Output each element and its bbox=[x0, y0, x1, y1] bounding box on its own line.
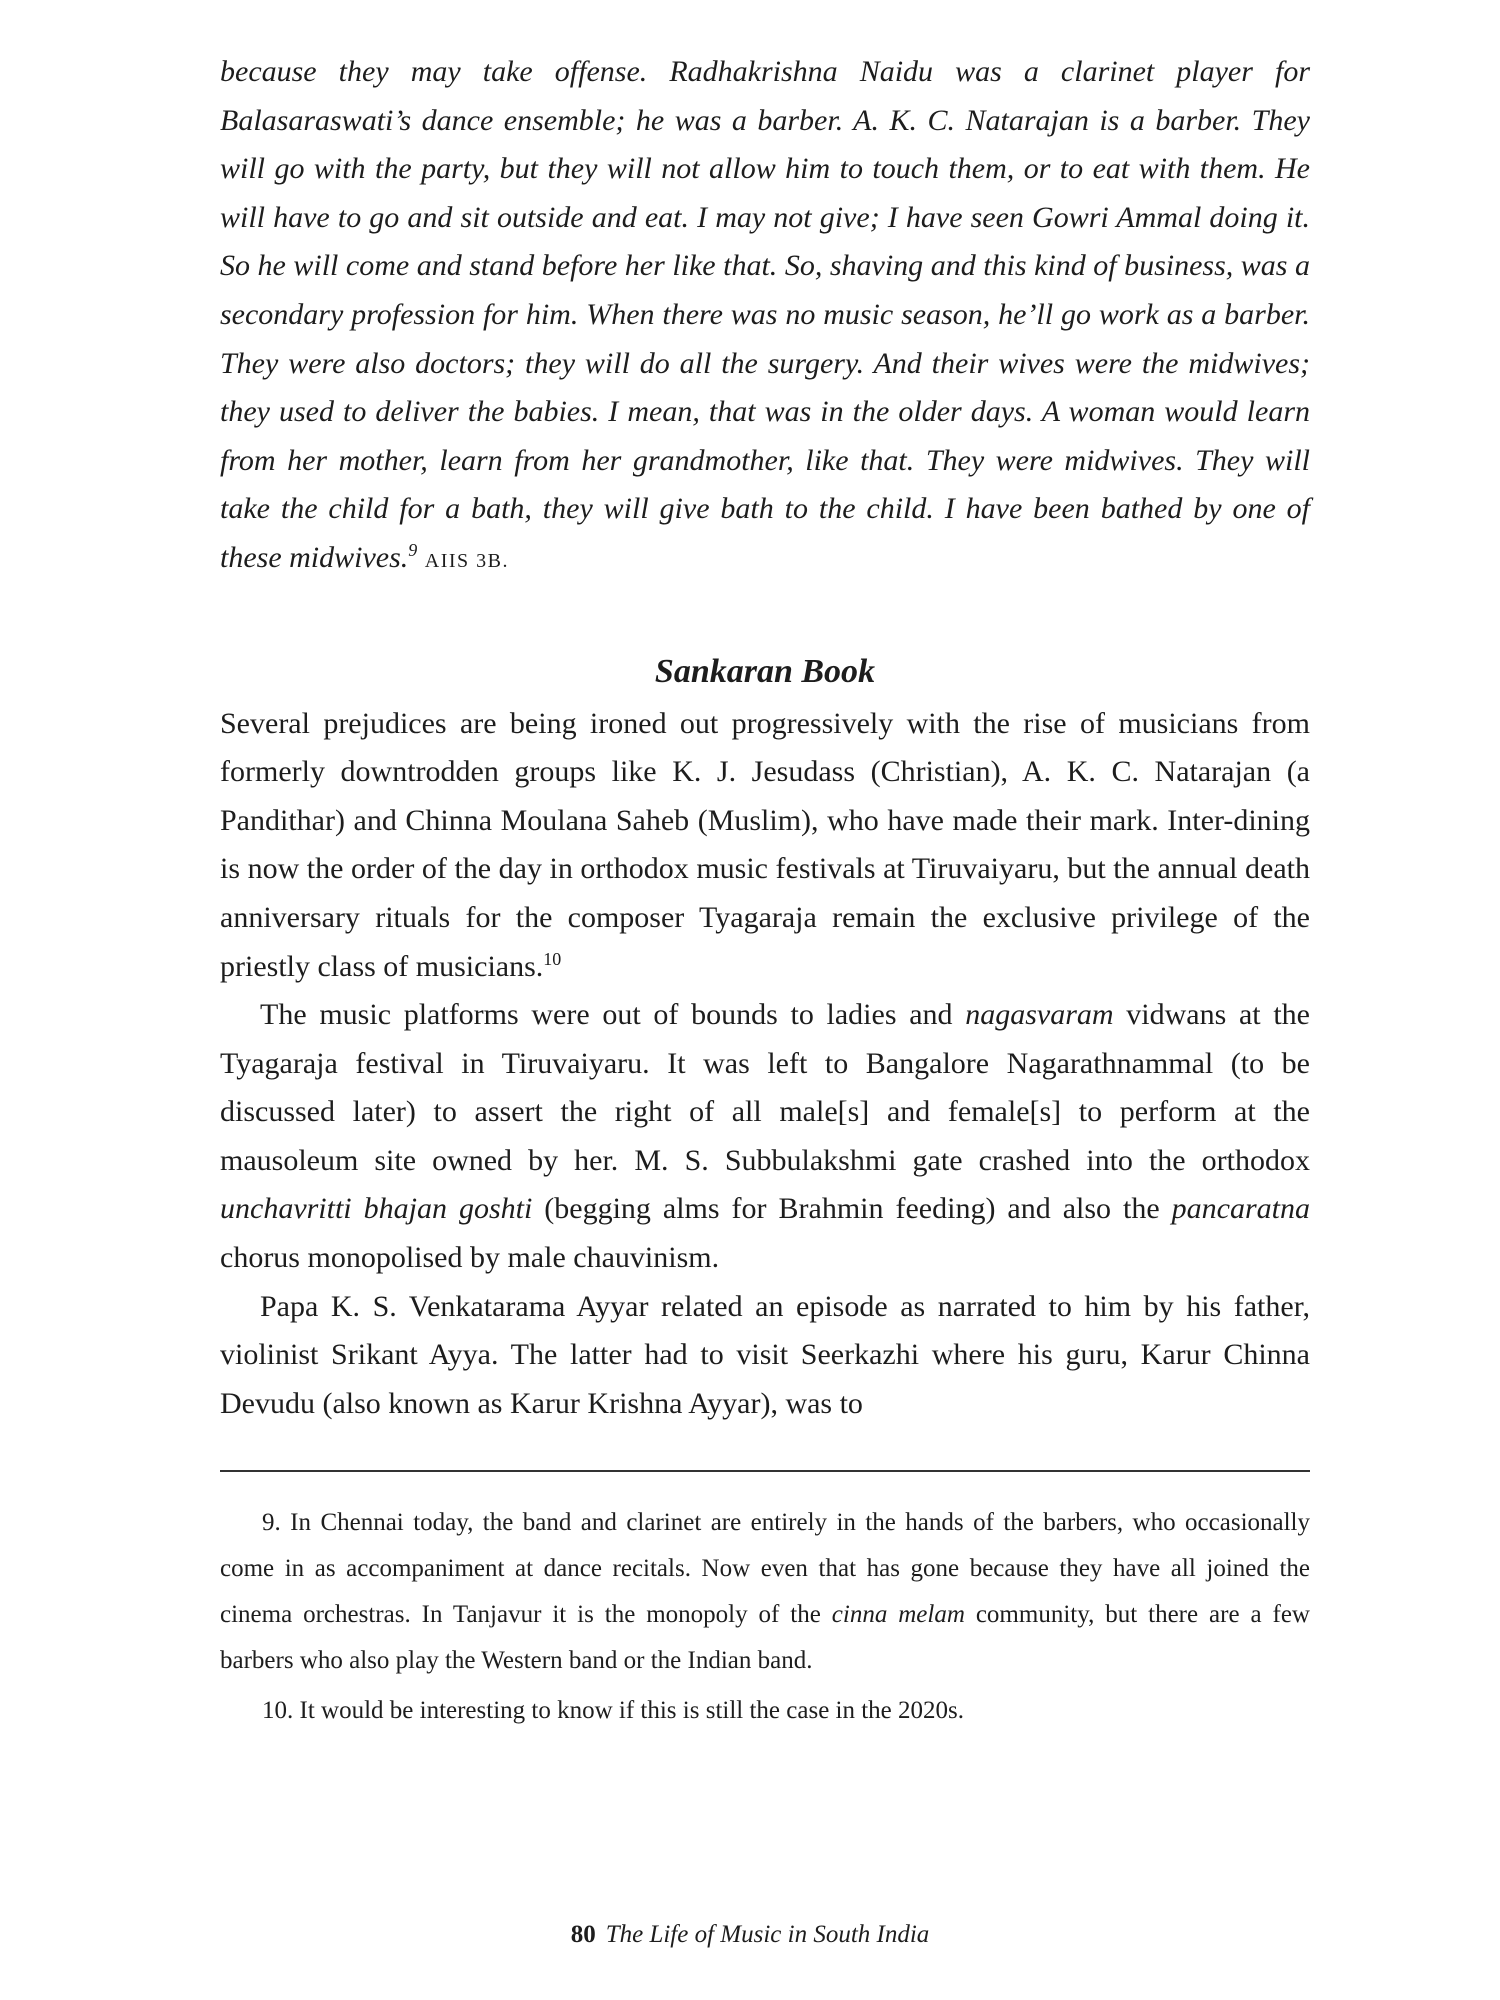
paragraph-3 bbox=[220, 1283, 1310, 1429]
footnote-ref-9[interactable]: 9 bbox=[408, 539, 418, 560]
term-cinna-melam: cinna melam bbox=[831, 1601, 965, 1629]
term-unchavritti: unchavritti bhajan goshti bbox=[220, 1192, 533, 1226]
section-heading: Sankaran Book bbox=[654, 652, 876, 690]
quote-source: AIIS 3B. bbox=[424, 549, 510, 572]
footnote-10 bbox=[220, 1688, 1310, 1734]
page-number: 80 bbox=[570, 1921, 596, 1948]
footnote-9 bbox=[220, 1500, 1310, 1684]
running-title: The Life of Music in South India bbox=[605, 1921, 930, 1948]
footnote-10-text: 10. It would be interesting to know if this is still the case in the 2020s. bbox=[262, 1697, 965, 1725]
term-nagasvaram: nagasvaram bbox=[965, 998, 1114, 1032]
footnote-ref-10[interactable]: 10 bbox=[543, 948, 562, 969]
block-quote bbox=[220, 48, 1310, 586]
paragraph-2-text-b: vidwans at the Tyagaraja festival in Tiruvaiyaru. It was left to Bangalore Nagarathnammal (to be discussed later) to assert the right of all male[s] and female[s] to perform at the mausoleum site owned by her. M. S. Subbulakshmi gate crashed into the orthodox bbox=[220, 998, 1310, 1177]
paragraph-2 bbox=[220, 991, 1310, 1283]
footnote-9-text-a: 9. In Chennai today, the band and clarinet are entirely in the hands of the barbers, who occasionally come in as accompaniment at dance recitals. Now even that has gone because they have all joined the cinema orchestras. In Tanjavur it is the monopoly of the bbox=[220, 1509, 1310, 1629]
page-body bbox=[220, 48, 1310, 1734]
footnote-divider bbox=[220, 1470, 1310, 1472]
paragraph-3-text: Papa K. S. Venkatarama Ayyar related an episode as narrated to him by his father, violinist Srikant Ayya. The latter had to visit Seerkazhi where his guru, Karur Chinna Devudu (also known as Karur Krishna Ayyar), was to bbox=[220, 1289, 1310, 1420]
page-footer bbox=[0, 1920, 1500, 1950]
term-pancaratna: pancaratna bbox=[1171, 1192, 1310, 1226]
quote-text: because they may take offense. Radhakrishna Naidu was a clarinet player for Balasaraswati’s dance ensemble; he was a barber. A. K. C. Natarajan is a barber. They will go with the party, but they will not allow him to touch them, or to eat with them. He will have to go and sit outside and eat. I may not give; I have seen Gowri Ammal doing it. So he will come and stand before her like that. So, shaving and this kind of business, was a secondary profession for him. When there was no music season, he’ll go work as a barber. They were also doctors; they will do all the surgery. And their wives were the midwives; they used to deliver the babies. I mean, that was in the older days. A woman would learn from her mother, learn from her grandmother, like that. They were midwives. They will take the child for a bath, they will give bath to the child. I have been bathed by one of these midwives. bbox=[220, 55, 1310, 574]
paragraph-1-text: Several prejudices are being ironed out progressively with the rise of musicians from formerly downtrodden groups like K. J. Jesudass (Christian), A. K. C. Natarajan (a Pandithar) and Chinna Moulana Saheb (Muslim), who have made their mark. Inter-dining is now the order of the day in orthodox music festivals at Tiruvaiyaru, but the annual death anniversary rituals for the composer Tyagaraja remain the exclusive privilege of the priestly class of musicians. bbox=[220, 706, 1310, 983]
paragraph-1 bbox=[220, 700, 1310, 992]
paragraph-2-text-a: The music platforms were out of bounds to ladies and bbox=[260, 998, 966, 1032]
paragraph-2-text-c: (begging alms for Brahmin feeding) and also the bbox=[532, 1192, 1172, 1226]
paragraph-2-text-d: chorus monopolised by male chauvinism. bbox=[220, 1241, 720, 1275]
footnote-9-text-b: community, but there are a few barbers who also play the Western band or the Indian band. bbox=[220, 1601, 1310, 1675]
